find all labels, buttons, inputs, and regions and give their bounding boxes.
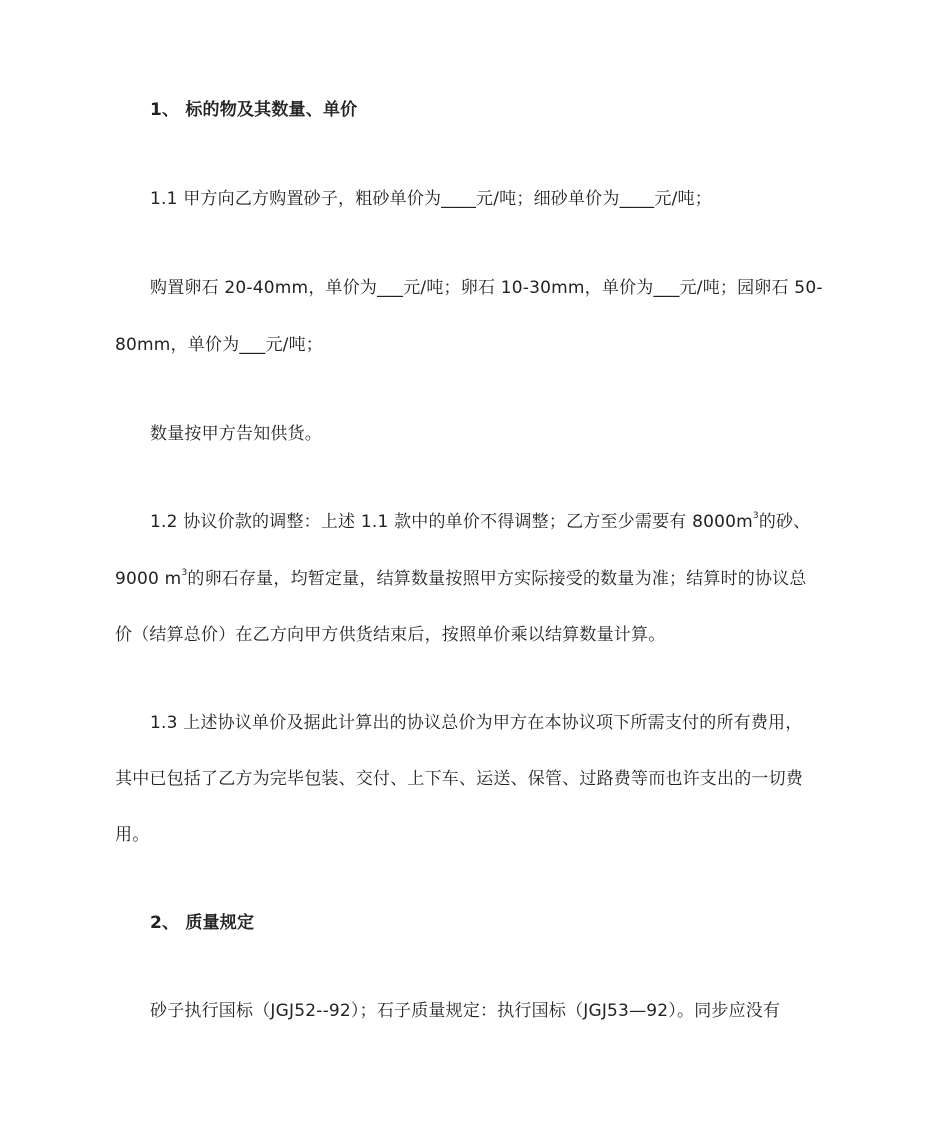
clause-1-3-line-3: 用。 (115, 825, 150, 845)
clause-1-2-line-1-tail: 的砂、 (758, 512, 811, 532)
clause-1-2-line-2-head: 9000 m (115, 569, 182, 589)
clause-1-3-line-2: 其中已包括了乙方为完毕包装、交付、上下车、运送、保管、过路费等而也许支出的一切费 (115, 769, 803, 789)
quantity-note: 数量按甲方告知供货。 (150, 424, 322, 444)
clause-1-1-sand-price: 1.1 甲方向乙方购置砂子，粗砂单价为____元/吨；细砂单价为____元/吨； (150, 189, 712, 209)
clause-1-2-line-2 (115, 567, 807, 591)
clause-1-2-line-3: 价（结算总价）在乙方向甲方供货结束后，按照单价乘以结算数量计算。 (115, 625, 666, 645)
clause-1-2-line-1 (150, 510, 810, 534)
section-2-heading: 2、 质量规定 (150, 913, 255, 933)
clause-1-3-line-1: 1.3 上述协议单价及据此计算出的协议总价为甲方在本协议项下所需支付的所有费用， (150, 713, 803, 733)
superscript-cubic: 3 (752, 511, 759, 522)
clause-1-2-line-2-text: 的卵石存量，均暂定量，结算数量按照甲方实际接受的数量为准；结算时的协议总 (187, 569, 807, 589)
clause-1-2-line-1-text: 1.2 协议价款的调整：上述 1.1 款中的单价不得调整；乙方至少需要有 8000m (150, 512, 753, 532)
quality-standard-line-1: 砂子执行国标（JGJ52--92）；石子质量规定：执行国标（JGJ53—92）。同步应没有 (150, 1001, 781, 1021)
superscript-cubic: 3 (181, 568, 188, 579)
pebble-price-line-2: 80mm，单价为___元/吨； (115, 335, 323, 355)
pebble-price-line-1: 购置卵石 20-40mm，单价为___元/吨；卵石 10-30mm，单价为___元/吨；园卵石 50- (150, 278, 823, 298)
section-1-heading: 1、 标的物及其数量、单价 (150, 100, 358, 120)
